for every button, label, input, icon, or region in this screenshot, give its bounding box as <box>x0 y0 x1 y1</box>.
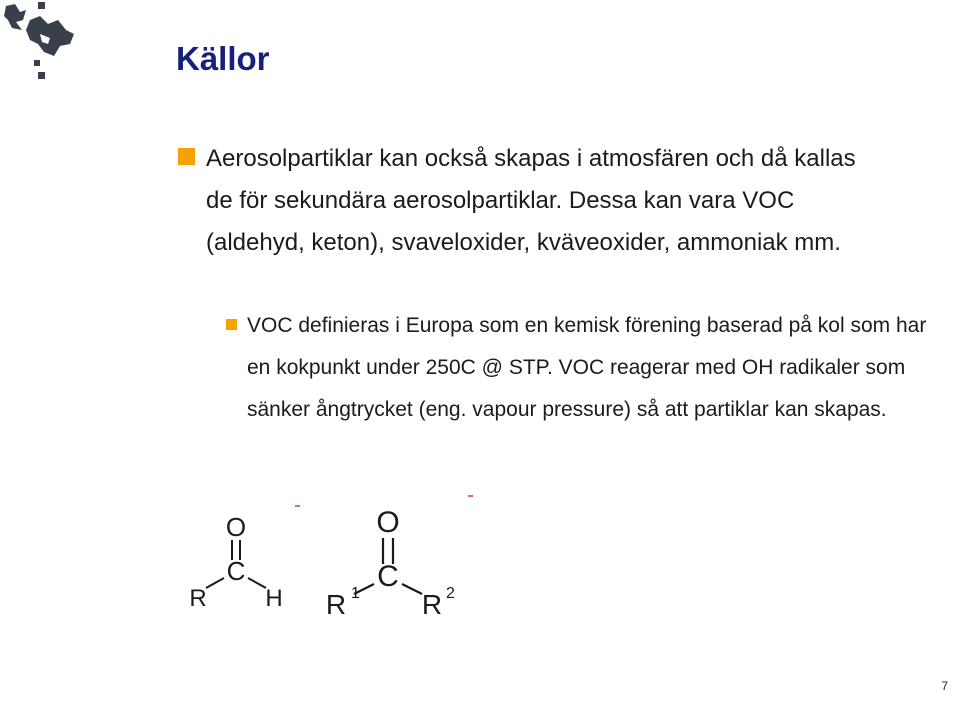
page-number: 7 <box>941 679 948 693</box>
sub-bullet-list-item <box>226 305 926 431</box>
ketone-structure <box>326 506 455 620</box>
ketone-oxygen-label: O <box>376 506 400 539</box>
bullet-text: Aerosolpartiklar kan också skapas i atmosfären och då kallas de för sekundära aerosolpartiklar. Dessa kan vara VOC (aldehyd, keton), svaveloxider, kväveoxider, ammoniak mm. <box>206 145 856 256</box>
sub-bullet-text: VOC definieras i Europa som en kemisk förening baserad på kol som har en kokpunkt under 250C @ STP. VOC reagerar med OH radikaler som sänker ångtrycket (eng. vapour pressure) så att partiklar kan skapas. <box>247 314 927 421</box>
bullet-list-item <box>178 138 878 264</box>
ketone-r1-superscript: 1 <box>351 585 360 602</box>
square-bullet-icon <box>178 148 195 165</box>
slide-title: Källor <box>176 40 270 77</box>
aldehyde-carbon-label: C <box>226 556 246 586</box>
ketone-r1-label: R <box>325 589 347 620</box>
aldehyde-h-label: H <box>265 585 283 612</box>
aldehyde-r-label: R <box>189 585 207 612</box>
ketone-r2-label: R <box>421 589 443 620</box>
ketone-r2-superscript: 2 <box>446 585 455 602</box>
aldehyde-oxygen-label: O <box>225 512 247 542</box>
ketone-carbon-label: C <box>377 560 399 593</box>
chemical-structures-figure <box>170 488 490 628</box>
square-bullet-icon <box>226 319 237 330</box>
aldehyde-structure <box>189 512 282 612</box>
university-logo-icon <box>0 0 85 82</box>
